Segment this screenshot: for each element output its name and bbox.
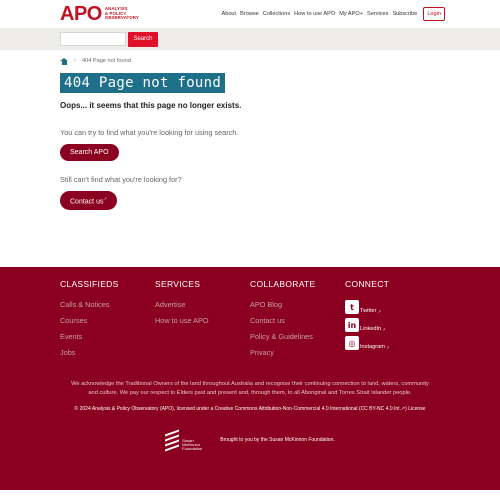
bottom-strip — [0, 490, 500, 498]
search-input[interactable] — [60, 32, 126, 46]
footer-link-events[interactable]: Events — [60, 332, 83, 341]
contact-prompt: Still can't find what you're looking for? — [60, 175, 182, 184]
smf-line: Foundation — [182, 446, 203, 452]
instagram-icon: ◎ — [345, 336, 359, 350]
logo-text — [105, 7, 139, 21]
social-twitter[interactable] — [345, 300, 440, 314]
footer-column-connect — [345, 279, 440, 364]
footer-link-advertise[interactable]: Advertise — [155, 300, 186, 309]
footer-link-how-to-use[interactable]: How to use APO — [155, 316, 209, 325]
external-link-icon: ↗ — [382, 327, 386, 332]
nav-browse[interactable]: Browse — [240, 11, 259, 17]
footer-link-jobs[interactable]: Jobs — [60, 348, 76, 357]
nav-how-to-use[interactable]: How to use APO — [294, 11, 336, 17]
main-nav — [221, 7, 445, 21]
footer-heading: COLLABORATE — [250, 279, 316, 289]
page-subtitle: Oops... it seems that this page no longer exists. — [60, 101, 242, 110]
footer-heading: CONNECT — [345, 279, 390, 289]
acknowledgement-text: We acknowledge the Traditional Owners of the land throughout Australia and recognise their continuing connection to land, waters, community and culture. We pay our respect to Elders past and present and, through them, to all Aboriginal and Torres Strait Islander people. — [71, 381, 429, 396]
footer-link-courses[interactable]: Courses — [60, 316, 88, 325]
smf-logo-text — [182, 439, 202, 452]
logo-mark: APO — [60, 3, 102, 25]
partner-block — [60, 429, 440, 452]
footer-link-calls-notices[interactable]: Calls & Notices — [60, 300, 110, 309]
social-label: LinkedIn — [360, 326, 382, 332]
search-apo-button[interactable]: Search APO — [60, 144, 119, 161]
footer-link-blog[interactable]: APO Blog — [250, 300, 283, 309]
apo-logo[interactable] — [60, 4, 139, 24]
logo-line: ANALYSIS — [104, 6, 128, 12]
social-linkedin[interactable] — [345, 318, 440, 332]
nav-my-apo-plus[interactable]: My APO+ — [339, 11, 363, 17]
external-link-icon: ↗ — [385, 345, 390, 350]
footer-link-contact[interactable]: Contact us — [250, 316, 285, 325]
main-content — [0, 50, 500, 267]
footer-columns — [60, 279, 440, 364]
social-label: Instagram — [360, 344, 385, 350]
nav-subscribe[interactable]: Subscribe — [392, 11, 418, 17]
logo-line: & POLICY — [104, 10, 127, 16]
footer-heading: CLASSIFIEDS — [60, 279, 119, 289]
susan-mckinnon-logo[interactable] — [165, 429, 202, 452]
footer-link-privacy[interactable]: Privacy — [250, 348, 274, 357]
search-button[interactable]: Search — [128, 32, 158, 47]
external-link-icon: ↗ — [377, 309, 381, 314]
nav-about[interactable]: About — [221, 11, 237, 17]
smf-line: McKinnon — [182, 442, 201, 448]
social-label: Twitter — [360, 308, 377, 314]
nav-services[interactable]: Services — [366, 11, 389, 17]
site-footer — [0, 267, 500, 490]
contact-us-label: Contact us — [70, 198, 104, 206]
smf-line: Susan — [182, 437, 194, 443]
footer-link-policy[interactable]: Policy & Guidelines — [250, 332, 313, 341]
external-link-icon: ↗ — [103, 196, 107, 201]
page-title: 404 Page not found — [60, 73, 225, 93]
twitter-icon: t — [345, 300, 359, 314]
site-header — [0, 0, 500, 28]
chevron-right-icon: › — [74, 58, 76, 64]
brought-by-text: Brought to you by the Susan McKinnon Foundation. — [220, 437, 335, 444]
footer-heading: SERVICES — [155, 279, 201, 289]
license-text[interactable]: © 2024 Analysis & Policy Observatory (APO), licensed under a Creative Commons Attribution-Non-Commercial 4.0 International (CC BY-NC 4.0 Int.↗) License — [74, 405, 426, 412]
footer-column-classifieds — [60, 279, 155, 364]
breadcrumb-current: 404 Page not found — [82, 58, 131, 64]
footer-column-services — [155, 279, 250, 364]
search-bar — [0, 28, 500, 50]
nav-collections[interactable]: Collections — [262, 11, 291, 17]
linkedin-icon: in — [345, 318, 359, 332]
login-button[interactable]: Login — [423, 7, 445, 21]
social-instagram[interactable] — [345, 336, 440, 350]
search-prompt: You can try to find what you're looking for using search. — [60, 128, 239, 137]
breadcrumb — [60, 56, 440, 66]
footer-column-collaborate — [250, 279, 345, 364]
logo-line: OBSERVATORY — [104, 15, 139, 21]
home-icon[interactable] — [60, 58, 68, 65]
contact-us-button[interactable] — [60, 191, 117, 210]
smf-mark-icon — [165, 429, 179, 451]
